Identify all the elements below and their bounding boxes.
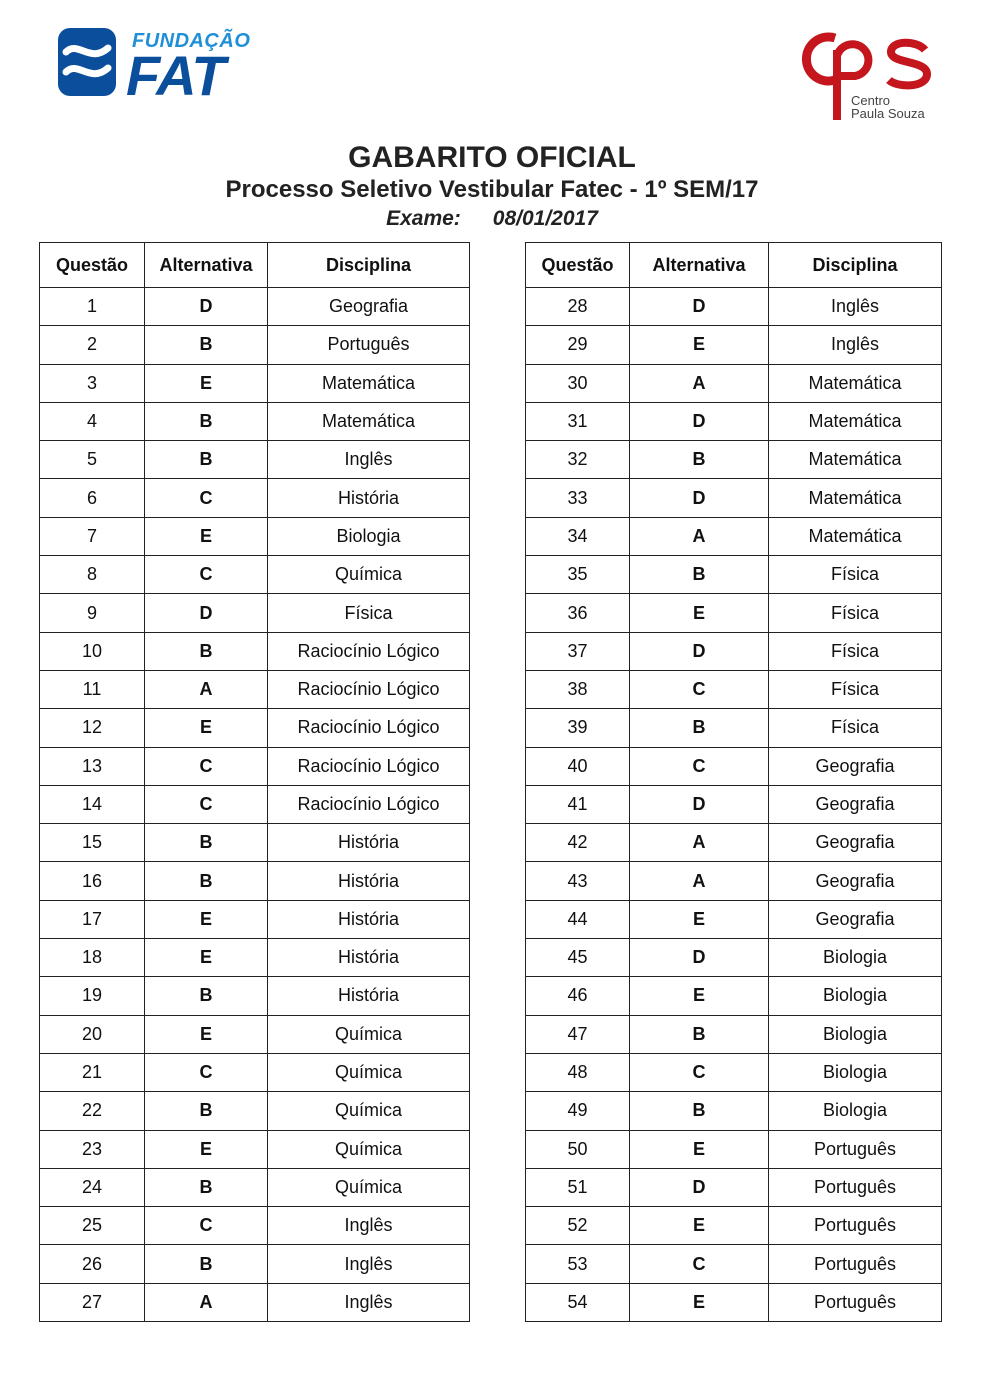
subject-cell: Inglês: [769, 326, 942, 364]
table-row: [40, 326, 470, 364]
subject-cell: História: [268, 479, 470, 517]
answer-cell: B: [145, 402, 268, 440]
question-number-cell: 32: [526, 441, 630, 479]
table-row: [40, 479, 470, 517]
answer-cell: D: [630, 479, 769, 517]
question-number-cell: 19: [40, 977, 145, 1015]
question-number-cell: 52: [526, 1207, 630, 1245]
question-number-cell: 10: [40, 632, 145, 670]
subject-cell: Química: [268, 556, 470, 594]
question-number-cell: 11: [40, 670, 145, 708]
subject-cell: Biologia: [268, 517, 470, 555]
subject-cell: Biologia: [769, 1053, 942, 1091]
exam-label: Exame:: [386, 207, 461, 230]
answer-cell: B: [145, 977, 268, 1015]
answer-cell: D: [630, 402, 769, 440]
subject-cell: História: [268, 939, 470, 977]
answer-cell: E: [630, 900, 769, 938]
table-row: [40, 1092, 470, 1130]
page-title: GABARITO OFICIAL: [348, 141, 636, 174]
answer-cell: E: [145, 939, 268, 977]
question-number-cell: 8: [40, 556, 145, 594]
answer-cell: E: [145, 900, 268, 938]
subject-cell: Matemática: [769, 364, 942, 402]
answer-cell: B: [630, 441, 769, 479]
table-row: [526, 288, 942, 326]
answer-cell: B: [145, 441, 268, 479]
answer-cell: E: [630, 977, 769, 1015]
question-number-cell: 46: [526, 977, 630, 1015]
question-number-cell: 37: [526, 632, 630, 670]
subject-cell: Química: [268, 1053, 470, 1091]
question-number-cell: 22: [40, 1092, 145, 1130]
answer-cell: A: [630, 364, 769, 402]
answer-cell: E: [630, 594, 769, 632]
subject-cell: Física: [769, 594, 942, 632]
answer-cell: C: [145, 1053, 268, 1091]
table-row: [526, 364, 942, 402]
answer-cell: C: [630, 747, 769, 785]
answer-cell: C: [145, 747, 268, 785]
answer-cell: D: [145, 594, 268, 632]
subject-cell: História: [268, 900, 470, 938]
answer-cell: E: [145, 1130, 268, 1168]
question-number-cell: 3: [40, 364, 145, 402]
question-number-cell: 15: [40, 824, 145, 862]
table-row: [40, 1053, 470, 1091]
table-header-row: [526, 243, 942, 288]
table-row: [526, 1207, 942, 1245]
question-number-cell: 41: [526, 785, 630, 823]
subject-cell: Matemática: [769, 517, 942, 555]
subject-cell: Química: [268, 1168, 470, 1206]
question-number-cell: 30: [526, 364, 630, 402]
subject-cell: Biologia: [769, 977, 942, 1015]
table-row: [526, 977, 942, 1015]
question-number-cell: 17: [40, 900, 145, 938]
answer-cell: A: [630, 517, 769, 555]
subject-cell: Matemática: [769, 402, 942, 440]
subject-cell: Português: [769, 1168, 942, 1206]
subject-cell: História: [268, 824, 470, 862]
exam-date: 08/01/2017: [492, 207, 598, 230]
table-row: [40, 709, 470, 747]
question-number-cell: 4: [40, 402, 145, 440]
question-number-cell: 49: [526, 1092, 630, 1130]
subject-cell: Física: [769, 709, 942, 747]
fat-logo-small-text: FUNDAÇÃO: [132, 30, 251, 52]
table-row: [40, 594, 470, 632]
table-row: [40, 1168, 470, 1206]
subject-cell: Física: [268, 594, 470, 632]
question-number-cell: 25: [40, 1207, 145, 1245]
table-row: [526, 556, 942, 594]
answer-cell: B: [145, 1245, 268, 1283]
subject-cell: Raciocínio Lógico: [268, 785, 470, 823]
subject-cell: Física: [769, 670, 942, 708]
subject-cell: Raciocínio Lógico: [268, 709, 470, 747]
table-row: [40, 939, 470, 977]
table-row: [40, 862, 470, 900]
answer-cell: B: [145, 862, 268, 900]
table-row: [40, 1207, 470, 1245]
answer-cell: C: [145, 1207, 268, 1245]
table-row: [40, 785, 470, 823]
table-row: [526, 824, 942, 862]
question-number-cell: 54: [526, 1283, 630, 1321]
table-row: [40, 747, 470, 785]
question-number-cell: 14: [40, 785, 145, 823]
table-row: [526, 402, 942, 440]
answer-cell: D: [630, 1168, 769, 1206]
answer-cell: C: [630, 1245, 769, 1283]
answer-cell: E: [145, 1015, 268, 1053]
table-row: [526, 1168, 942, 1206]
question-number-cell: 31: [526, 402, 630, 440]
subject-cell: Português: [769, 1283, 942, 1321]
table-row: [526, 939, 942, 977]
answer-cell: A: [630, 862, 769, 900]
question-number-cell: 38: [526, 670, 630, 708]
question-number-cell: 40: [526, 747, 630, 785]
question-number-cell: 9: [40, 594, 145, 632]
answer-cell: E: [145, 517, 268, 555]
fat-logo-big-text: FAT: [126, 44, 225, 107]
table-row: [526, 594, 942, 632]
centro-paula-souza-logo: [793, 28, 938, 124]
subject-cell: História: [268, 862, 470, 900]
table-row: [40, 900, 470, 938]
answer-table-left: [39, 242, 470, 1322]
subject-cell: Matemática: [268, 364, 470, 402]
table-row: [40, 1283, 470, 1321]
answer-cell: B: [630, 709, 769, 747]
subject-cell: Biologia: [769, 1015, 942, 1053]
question-number-cell: 2: [40, 326, 145, 364]
question-number-cell: 1: [40, 288, 145, 326]
question-number-cell: 47: [526, 1015, 630, 1053]
table-row: [526, 1015, 942, 1053]
subject-cell: Química: [268, 1092, 470, 1130]
table-row: [526, 670, 942, 708]
table-row: [526, 1053, 942, 1091]
table-row: [40, 1015, 470, 1053]
subject-cell: Geografia: [268, 288, 470, 326]
question-number-cell: 13: [40, 747, 145, 785]
col-header-disciplina: Disciplina: [268, 243, 470, 288]
table-row: [40, 364, 470, 402]
subject-cell: Geografia: [769, 862, 942, 900]
page-subtitle: Processo Seletivo Vestibular Fatec - 1º SEM/17: [225, 176, 759, 203]
question-number-cell: 28: [526, 288, 630, 326]
subject-cell: Inglês: [769, 288, 942, 326]
table-row: [526, 1092, 942, 1130]
col-header-alternativa: Alternativa: [630, 243, 769, 288]
exam-line: [0, 207, 984, 231]
table-row: [40, 1130, 470, 1168]
answer-cell: C: [145, 479, 268, 517]
question-number-cell: 27: [40, 1283, 145, 1321]
question-number-cell: 50: [526, 1130, 630, 1168]
subject-cell: Química: [268, 1130, 470, 1168]
answer-cell: E: [630, 1130, 769, 1168]
table-row: [526, 326, 942, 364]
subject-cell: Inglês: [268, 1245, 470, 1283]
col-header-alternativa: Alternativa: [145, 243, 268, 288]
question-number-cell: 26: [40, 1245, 145, 1283]
subject-cell: Física: [769, 556, 942, 594]
table-row: [526, 900, 942, 938]
question-number-cell: 48: [526, 1053, 630, 1091]
question-number-cell: 51: [526, 1168, 630, 1206]
answer-cell: C: [145, 556, 268, 594]
col-header-disciplina: Disciplina: [769, 243, 942, 288]
answer-cell: C: [630, 670, 769, 708]
subject-cell: Inglês: [268, 441, 470, 479]
answer-cell: E: [145, 709, 268, 747]
answer-cell: D: [630, 632, 769, 670]
question-number-cell: 21: [40, 1053, 145, 1091]
answer-cell: B: [145, 1168, 268, 1206]
answer-cell: A: [145, 670, 268, 708]
answer-cell: E: [630, 1207, 769, 1245]
subject-cell: Geografia: [769, 824, 942, 862]
subject-cell: Geografia: [769, 900, 942, 938]
question-number-cell: 29: [526, 326, 630, 364]
table-row: [526, 747, 942, 785]
answer-cell: B: [145, 632, 268, 670]
answer-cell: D: [630, 785, 769, 823]
answer-cell: D: [145, 288, 268, 326]
subject-cell: Geografia: [769, 747, 942, 785]
table-row: [526, 1245, 942, 1283]
table-row: [526, 479, 942, 517]
subject-cell: História: [268, 977, 470, 1015]
answer-cell: B: [630, 556, 769, 594]
answer-cell: C: [630, 1053, 769, 1091]
subject-cell: Química: [268, 1015, 470, 1053]
answer-cell: B: [145, 1092, 268, 1130]
question-number-cell: 36: [526, 594, 630, 632]
subject-cell: Biologia: [769, 939, 942, 977]
table-row: [40, 288, 470, 326]
table-row: [40, 977, 470, 1015]
fat-logo-mark-icon: [56, 26, 118, 98]
cps-logo-line1: Centro: [851, 93, 891, 108]
question-number-cell: 45: [526, 939, 630, 977]
subject-cell: Física: [769, 632, 942, 670]
question-number-cell: 23: [40, 1130, 145, 1168]
table-row: [40, 441, 470, 479]
table-row: [526, 517, 942, 555]
answer-cell: A: [145, 1283, 268, 1321]
question-number-cell: 42: [526, 824, 630, 862]
fundacao-fat-logo: [56, 26, 266, 106]
answer-cell: A: [630, 824, 769, 862]
question-number-cell: 12: [40, 709, 145, 747]
table-row: [526, 632, 942, 670]
answer-cell: D: [630, 288, 769, 326]
subject-cell: Raciocínio Lógico: [268, 747, 470, 785]
table-row: [40, 824, 470, 862]
subject-cell: Inglês: [268, 1283, 470, 1321]
subject-cell: Inglês: [268, 1207, 470, 1245]
answer-table-right: [525, 242, 942, 1322]
answer-cell: B: [630, 1092, 769, 1130]
question-number-cell: 39: [526, 709, 630, 747]
question-number-cell: 34: [526, 517, 630, 555]
subject-cell: Português: [769, 1245, 942, 1283]
subject-cell: Biologia: [769, 1092, 942, 1130]
table-row: [526, 709, 942, 747]
question-number-cell: 16: [40, 862, 145, 900]
subject-cell: Geografia: [769, 785, 942, 823]
table-row: [40, 670, 470, 708]
subject-cell: Matemática: [268, 402, 470, 440]
answer-cell: E: [630, 326, 769, 364]
table-row: [526, 1130, 942, 1168]
table-row: [40, 556, 470, 594]
question-number-cell: 53: [526, 1245, 630, 1283]
question-number-cell: 33: [526, 479, 630, 517]
table-row: [526, 1283, 942, 1321]
subject-cell: Matemática: [769, 479, 942, 517]
cps-logo-line2: Paula Souza: [851, 106, 925, 121]
col-header-questao: Questão: [40, 243, 145, 288]
question-number-cell: 35: [526, 556, 630, 594]
question-number-cell: 20: [40, 1015, 145, 1053]
answer-cell: B: [145, 326, 268, 364]
table-row: [40, 517, 470, 555]
table-header-row: [40, 243, 470, 288]
answer-cell: D: [630, 939, 769, 977]
table-row: [526, 785, 942, 823]
subject-cell: Matemática: [769, 441, 942, 479]
table-row: [526, 862, 942, 900]
subject-cell: Português: [268, 326, 470, 364]
answer-cell: B: [145, 824, 268, 862]
question-number-cell: 24: [40, 1168, 145, 1206]
table-row: [526, 441, 942, 479]
question-number-cell: 43: [526, 862, 630, 900]
answer-cell: E: [630, 1283, 769, 1321]
question-number-cell: 5: [40, 441, 145, 479]
subject-cell: Raciocínio Lógico: [268, 632, 470, 670]
subject-cell: Português: [769, 1207, 942, 1245]
question-number-cell: 6: [40, 479, 145, 517]
question-number-cell: 18: [40, 939, 145, 977]
subject-cell: Raciocínio Lógico: [268, 670, 470, 708]
question-number-cell: 44: [526, 900, 630, 938]
col-header-questao: Questão: [526, 243, 630, 288]
answer-cell: B: [630, 1015, 769, 1053]
table-row: [40, 632, 470, 670]
cps-logo-text: [851, 94, 925, 120]
table-row: [40, 402, 470, 440]
subject-cell: Português: [769, 1130, 942, 1168]
table-row: [40, 1245, 470, 1283]
answer-cell: E: [145, 364, 268, 402]
answer-cell: C: [145, 785, 268, 823]
question-number-cell: 7: [40, 517, 145, 555]
